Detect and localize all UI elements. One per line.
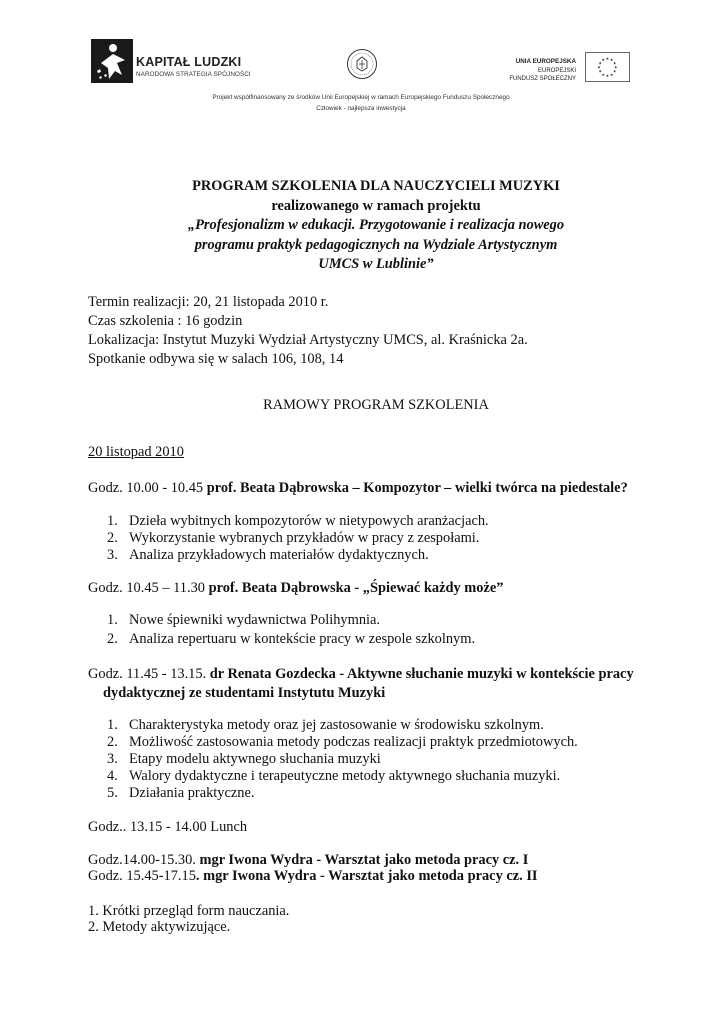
eu-star-icon: ★ [601, 57, 606, 63]
session-3-item: 2. Możliwość zastosowania metody podczas realizacji praktyk przedmiotowych. [107, 734, 578, 750]
session-3-item: 5. Działania praktyczne. [107, 785, 255, 801]
session-2-item: 1. Nowe śpiewniki wydawnictwa Polihymnia. [107, 612, 380, 628]
eu-star-icon: ★ [598, 60, 603, 66]
info-location: Lokalizacja: Instytut Muzyki Wydział Artystyczny UMCS, al. Kraśnicka 2a. [88, 332, 528, 348]
session-3-item-text: Walory dydaktyczne i terapeutyczne metody aktywnego słuchania muzyki. [129, 768, 561, 784]
cofinancing-line-2: Człowiek - najlepsza inwestycja [316, 105, 406, 112]
session-3-title-line-1: dr Renata Gozdecka - Aktywne słuchanie muzyki w kontekście pracy [209, 666, 634, 682]
session-2-heading [88, 579, 503, 598]
session-1-item-text: Analiza przykładowych materiałów dydaktycznych. [129, 547, 429, 563]
session-3-item: 4. Walory dydaktyczne i terapeutyczne metody aktywnego słuchania muzyki. [107, 768, 561, 784]
title-line-5: UMCS w Lublinie” [318, 256, 434, 272]
final-item: 2. Metody aktywizujące. [88, 919, 231, 935]
eu-star-icon: ★ [597, 64, 601, 70]
eu-line-1: UNIA EUROPEJSKA [515, 58, 576, 65]
session-1-title: prof. Beata Dąbrowska – Kompozytor – wielki twórca na piedestale? [206, 480, 628, 496]
final-item: 1. Krótki przegląd form nauczania. [88, 903, 290, 919]
eu-star-icon: ★ [609, 71, 614, 77]
session-3-item-text: Charakterystyka metody oraz jej zastosowanie w środowisku szkolnym. [129, 717, 544, 733]
title-line-1: PROGRAM SZKOLENIA DLA NAUCZYCIELI MUZYKI [192, 178, 560, 194]
eu-label [478, 58, 576, 84]
session-5-time: Godz. 15.45-17.15 [88, 868, 196, 884]
session-1-item-text: Dzieła wybitnych kompozytorów w nietypowych aranżacjach. [129, 513, 489, 529]
kapital-ludzki-logo-icon [91, 39, 133, 83]
title-line-2: realizowanego w ramach projektu [271, 197, 481, 214]
eu-star-icon: ★ [614, 64, 618, 70]
logo-subtitle: NARODOWA STRATEGIA SPÓJNOŚCI [136, 71, 251, 78]
info-rooms: Spotkanie odbywa się w salach 106, 108, 14 [88, 351, 344, 367]
eu-star-icon: ★ [598, 68, 603, 74]
eu-star-icon: ★ [605, 72, 610, 78]
session-3-heading [88, 665, 634, 684]
session-2-item: 2. Analiza repertuaru w kontekście pracy w zespole szkolnym. [107, 631, 476, 647]
title-line-4: programu praktyk pedagogicznych na Wydziale Artystycznym [194, 236, 558, 253]
cofinancing-line-1: Projekt współfinansowany ze środków Unii Europejskiej w ramach Europejskiego Funduszu Społecznego [212, 94, 510, 101]
eu-line-2: EUROPEJSKI [537, 67, 576, 74]
session-1-time: Godz. 10.00 - 10.45 [88, 480, 207, 496]
eu-star-icon: ★ [609, 57, 614, 63]
session-2-item-text: Nowe śpiewniki wydawnictwa Polihymnia. [129, 612, 380, 628]
session-5-title: . mgr Iwona Wydra - Warsztat jako metoda pracy cz. II [195, 868, 538, 884]
program-heading: RAMOWY PROGRAM SZKOLENIA [263, 397, 489, 413]
eu-star-icon: ★ [601, 71, 606, 77]
session-4-time: Godz.14.00-15.30. [88, 852, 200, 868]
session-4-title: mgr Iwona Wydra - Warsztat jako metoda pracy cz. I [199, 852, 529, 868]
session-2-title: prof. Beata Dąbrowska - „Śpiewać każdy może” [208, 580, 504, 596]
session-3-title-line-2: dydaktycznej ze studentami Instytutu Muzyki [103, 685, 386, 701]
session-3-time: Godz. 11.45 - 13.15. [88, 666, 210, 682]
lunch-line: Godz.. 13.15 - 14.00 Lunch [88, 819, 248, 835]
title-line-3: „Profesjonalizm w edukacji. Przygotowanie i realizacja nowego [187, 217, 565, 233]
eu-star-icon: ★ [612, 68, 617, 74]
eu-line-3: FUNDUSZ SPOŁECZNY [509, 76, 576, 82]
session-3-item: 3. Etapy modelu aktywnego słuchania muzyki [107, 751, 381, 767]
info-duration: Czas szkolenia : 16 godzin [88, 313, 243, 329]
eu-star-icon: ★ [612, 60, 617, 66]
session-2-item-text: Analiza repertuaru w kontekście pracy w zespole szkolnym. [129, 631, 476, 647]
session-1-item: 2. Wykorzystanie wybranych przykładów w pracy z zespołami. [107, 530, 480, 546]
session-3-item: 1. Charakterystyka metody oraz jej zastosowanie w środowisku szkolnym. [107, 717, 544, 733]
session-1-item: 1. Dzieła wybitnych kompozytorów w nietypowych aranżacjach. [107, 513, 489, 529]
session-1-item: 3. Analiza przykładowych materiałów dydaktycznych. [107, 547, 429, 563]
cofinancing-note [88, 92, 634, 114]
eu-flag-icon [585, 52, 630, 82]
day-heading: 20 listopad 2010 [88, 444, 184, 460]
session-3-item-text: Działania praktyczne. [129, 785, 255, 801]
info-date: Termin realizacji: 20, 21 listopada 2010 r. [88, 294, 329, 310]
document-title [88, 177, 664, 275]
session-3-item-text: Etapy modelu aktywnego słuchania muzyki [129, 751, 381, 767]
university-seal-icon [346, 48, 378, 80]
eu-star-icon: ★ [605, 56, 610, 62]
session-3-item-text: Możliwość zastosowania metody podczas realizacji praktyk przedmiotowych. [129, 734, 578, 750]
session-1-item-text: Wykorzystanie wybranych przykładów w pracy z zespołami. [129, 530, 480, 546]
logo-title: KAPITAŁ LUDZKI [136, 55, 242, 69]
document-header [88, 36, 634, 112]
session-5-heading [88, 867, 538, 886]
session-2-time: Godz. 10.45 – 11.30 [88, 580, 209, 596]
session-1-heading [88, 479, 628, 498]
